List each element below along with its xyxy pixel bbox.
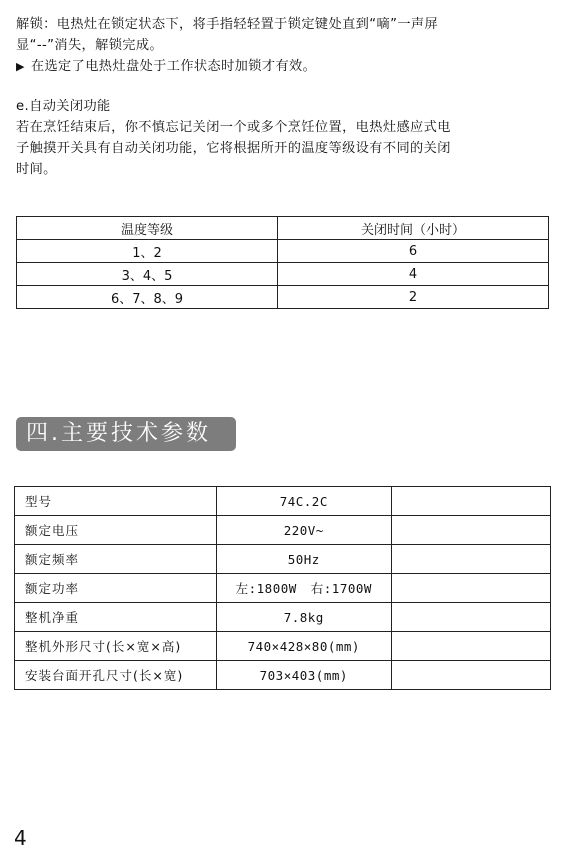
table-header-row bbox=[17, 217, 549, 240]
header-off-time: 关闭时间（小时） bbox=[278, 217, 549, 240]
unlock-line-2: 显“--”消失，解锁完成。 bbox=[16, 38, 164, 53]
table-row bbox=[17, 286, 549, 309]
spec-label-voltage: 额定电压 bbox=[15, 516, 217, 545]
spec-value-voltage: 220V~ bbox=[216, 516, 391, 545]
spec-label-model: 型号 bbox=[15, 487, 217, 516]
section-heading-specs: 四.主要技术参数 bbox=[16, 417, 236, 451]
spec-empty-cell bbox=[391, 661, 550, 690]
spec-value-weight: 7.8kg bbox=[216, 603, 391, 632]
spec-empty-cell bbox=[391, 545, 550, 574]
specs-table bbox=[14, 486, 551, 690]
temperature-level-cell: 1、2 bbox=[17, 240, 278, 263]
table-row bbox=[15, 545, 551, 574]
spec-empty-cell bbox=[391, 632, 550, 661]
spec-value-power bbox=[216, 574, 391, 603]
table-row bbox=[15, 632, 551, 661]
table-row bbox=[15, 487, 551, 516]
table-row bbox=[15, 574, 551, 603]
unlock-note bbox=[16, 56, 552, 77]
table-row bbox=[17, 263, 549, 286]
table-row bbox=[15, 603, 551, 632]
bullet-triangle-icon: ▶ bbox=[16, 60, 25, 73]
spec-value-power-left: 左:1800W bbox=[235, 581, 297, 596]
table-row bbox=[17, 240, 549, 263]
spec-label-power: 额定功率 bbox=[15, 574, 217, 603]
spec-empty-cell bbox=[391, 516, 550, 545]
off-time-cell: 2 bbox=[278, 286, 549, 309]
spec-value-model: 74C.2C bbox=[216, 487, 391, 516]
spec-value-frequency: 50Hz bbox=[216, 545, 391, 574]
temperature-level-cell: 6、7、8、9 bbox=[17, 286, 278, 309]
unlock-note-text: 在选定了电热灶盘处于工作状态时加锁才有效。 bbox=[30, 59, 317, 74]
spec-empty-cell bbox=[391, 574, 550, 603]
spec-empty-cell bbox=[391, 603, 550, 632]
header-temperature-level: 温度等级 bbox=[17, 217, 278, 240]
spec-value-power-right: 右:1700W bbox=[310, 581, 372, 596]
spec-label-dimensions: 整机外形尺寸(长×宽×高) bbox=[15, 632, 217, 661]
auto-off-line-1: 若在烹饪结束后，你不慎忘记关闭一个或多个烹饪位置，电热灶感应式电 bbox=[16, 120, 451, 135]
off-time-cell: 4 bbox=[278, 263, 549, 286]
auto-off-paragraph bbox=[16, 96, 552, 180]
unlock-line-1: 解锁：电热灶在锁定状态下，将手指轻轻置于锁定键处直到“嘀”一声屏 bbox=[16, 17, 439, 32]
spec-value-dimensions: 740×428×80(mm) bbox=[216, 632, 391, 661]
unlock-paragraph bbox=[16, 14, 552, 77]
page-number: 4 bbox=[14, 826, 27, 850]
spec-label-weight: 整机净重 bbox=[15, 603, 217, 632]
spec-value-cutout: 703×403(mm) bbox=[216, 661, 391, 690]
auto-off-line-3: 时间。 bbox=[16, 162, 57, 177]
off-time-cell: 6 bbox=[278, 240, 549, 263]
auto-off-table bbox=[16, 216, 549, 309]
temperature-level-cell: 3、4、5 bbox=[17, 263, 278, 286]
table-row bbox=[15, 661, 551, 690]
spec-label-cutout: 安装台面开孔尺寸(长×宽) bbox=[15, 661, 217, 690]
table-row bbox=[15, 516, 551, 545]
spec-empty-cell bbox=[391, 487, 550, 516]
auto-off-line-2: 子触摸开关具有自动关闭功能，它将根据所开的温度等级设有不同的关闭 bbox=[16, 141, 451, 156]
spec-label-frequency: 额定频率 bbox=[15, 545, 217, 574]
auto-off-title: e.自动关闭功能 bbox=[16, 99, 111, 114]
